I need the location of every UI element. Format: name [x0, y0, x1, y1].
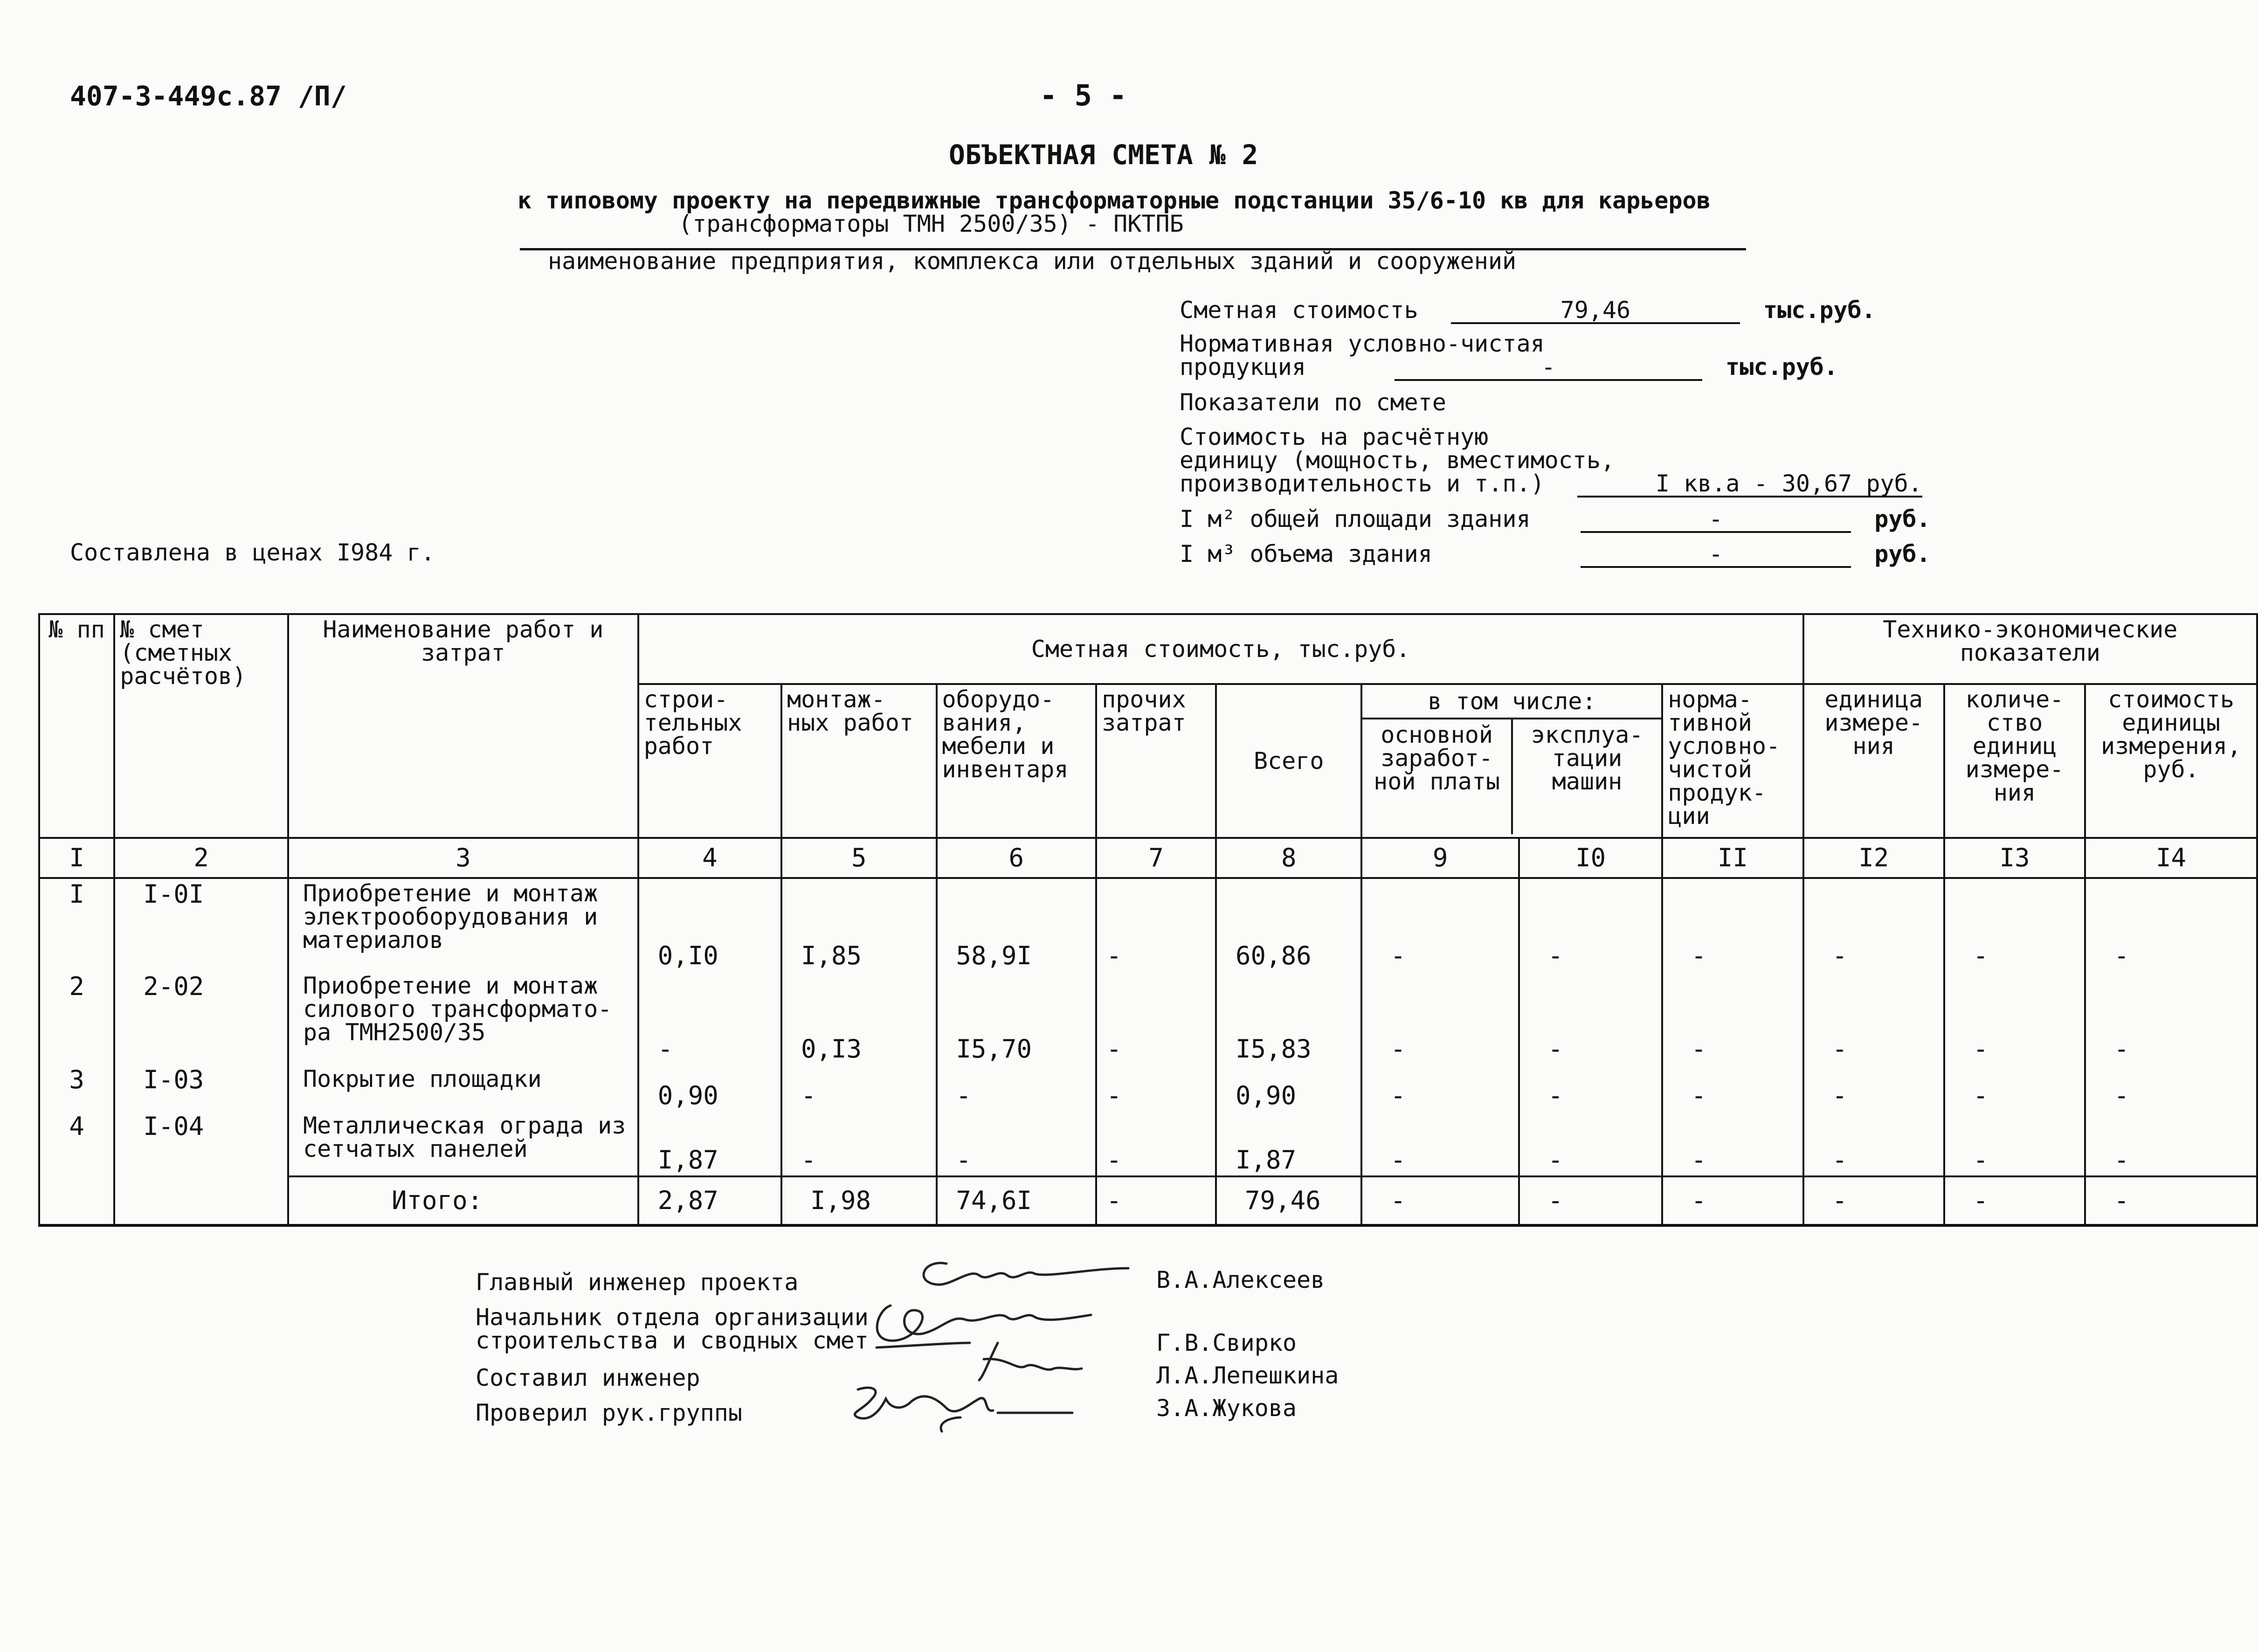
row-other: -	[1096, 878, 1216, 971]
row-construction: 0,90	[638, 1064, 781, 1111]
header-machines: эксплуа- тации машин	[1531, 721, 1643, 795]
signature-role: Проверил рук.группы	[476, 1399, 742, 1426]
table-row	[39, 1111, 2257, 1176]
signature-stroke	[877, 1343, 970, 1348]
signature-name: Г.В.Свирко	[1156, 1329, 1297, 1356]
row-equipment: -	[937, 1064, 1097, 1111]
signature-stroke	[877, 1306, 1091, 1341]
table-row	[39, 971, 2257, 1064]
row-name: Металлическая ограда из сетчатых панелей	[288, 1111, 638, 1176]
row-net-product: -	[1662, 878, 1803, 971]
subject-line-2: (трансформаторы ТМН 2500/35) - ПКТПБ	[678, 210, 1184, 237]
estimated-cost-row	[1180, 298, 1876, 324]
header-tech-group: Технико-экономические показатели	[1803, 614, 2257, 684]
row-quantity: -	[1944, 1064, 2085, 1111]
row-equipment: 58,9I	[937, 878, 1097, 971]
row-estimate: I-04	[114, 1111, 288, 1176]
row-net-product: -	[1662, 1111, 1803, 1176]
row-name: Приобретение и монтаж силового трансформато- ра ТМН2500/35	[288, 971, 638, 1064]
header-unit-cost: стоимость единицы измерения, руб.	[2085, 684, 2257, 838]
row-wages: -	[1361, 971, 1519, 1064]
row-machines: -	[1519, 1111, 1662, 1176]
signature-role: Начальник отдела организации	[476, 1304, 869, 1331]
col-number: 5	[781, 838, 937, 878]
handwritten-signatures	[830, 1250, 1156, 1445]
row-quantity: -	[1944, 1111, 2085, 1176]
header-name: Наименование работ и затрат	[288, 614, 638, 838]
signature-role: Составил инженер	[476, 1364, 700, 1391]
col-number: 2	[114, 838, 288, 878]
net-product-label-1: Нормативная условно-чистая	[1180, 330, 1545, 357]
row-total: 60,86	[1216, 878, 1361, 971]
total-equipment: 74,6I	[937, 1176, 1097, 1225]
total-quantity: -	[1944, 1176, 2085, 1225]
row-unit: -	[1803, 1064, 1944, 1111]
signature-name: В.А.Алексеев	[1156, 1266, 1325, 1293]
estimated-cost-unit: тыс.руб.	[1763, 297, 1876, 324]
total-unit: -	[1803, 1176, 1944, 1225]
row-construction: I,87	[638, 1111, 781, 1176]
row-wages: -	[1361, 878, 1519, 971]
header-net-product: норма- тивной условно- чистой продук- ции	[1662, 684, 1803, 838]
document-code: 407-3-449с.87 /П/	[70, 80, 347, 112]
header-wages: основной заработ- ной платы	[1362, 719, 1512, 834]
row-unit-cost: -	[2085, 878, 2257, 971]
total-machines: -	[1519, 1176, 1662, 1225]
header-estimate-no: № смет (сметных расчётов)	[114, 614, 288, 838]
table-row	[39, 1064, 2257, 1111]
area-label: I м² общей площади здания	[1180, 505, 1531, 532]
header-including	[1361, 684, 1662, 838]
total-total: 79,46	[1216, 1176, 1361, 1225]
header-cost-group: Сметная стоимость, тыс.руб.	[638, 614, 1803, 684]
row-num: 3	[39, 1064, 114, 1111]
row-unit-cost: -	[2085, 1064, 2257, 1111]
total-estimate-blank	[114, 1176, 288, 1225]
total-net-product: -	[1662, 1176, 1803, 1225]
row-estimate: I-03	[114, 1064, 288, 1111]
row-installation: I,85	[781, 878, 937, 971]
area-unit: руб.	[1874, 505, 1931, 532]
page-number: - 5 -	[1040, 78, 1127, 112]
net-product-value: -	[1395, 355, 1702, 381]
row-other: -	[1096, 1064, 1216, 1111]
table-row	[39, 878, 2257, 971]
col-number: 3	[288, 838, 638, 878]
estimate-table	[38, 613, 2258, 1227]
header-total: Всего	[1216, 684, 1361, 838]
total-installation: I,98	[781, 1176, 937, 1225]
row-machines: -	[1519, 971, 1662, 1064]
header-including-label: в том числе:	[1362, 685, 1661, 719]
row-total: 0,90	[1216, 1064, 1361, 1111]
estimated-cost-label: Сметная стоимость	[1180, 297, 1418, 324]
header-unit: единица измере- ния	[1803, 684, 1944, 838]
col-number: 6	[937, 838, 1097, 878]
area-row	[1180, 507, 1931, 533]
row-wages: -	[1361, 1064, 1519, 1111]
col-number: 4	[638, 838, 781, 878]
signature-stroke	[924, 1263, 1128, 1285]
row-machines: -	[1519, 1064, 1662, 1111]
unit-cost-value: I кв.а - 30,67 руб.	[1577, 472, 1922, 498]
col-number: I4	[2085, 838, 2257, 878]
col-number: I	[39, 838, 114, 878]
row-quantity: -	[1944, 878, 2085, 971]
unit-cost-label-1: Стоимость на расчётную	[1180, 423, 1489, 450]
row-total: I,87	[1216, 1111, 1361, 1176]
row-net-product: -	[1662, 971, 1803, 1064]
col-number: I2	[1803, 838, 1944, 878]
net-product-label-2: продукция	[1180, 353, 1306, 380]
total-label: Итого:	[288, 1176, 638, 1225]
row-unit-cost: -	[2085, 1111, 2257, 1176]
col-number: 7	[1096, 838, 1216, 878]
signature-stroke	[855, 1388, 1072, 1431]
signature-stroke	[979, 1343, 1082, 1380]
col-number: I0	[1519, 838, 1662, 878]
row-num: 4	[39, 1111, 114, 1176]
row-wages: -	[1361, 1111, 1519, 1176]
row-construction: 0,I0	[638, 878, 781, 971]
header-equipment: оборудо- вания, мебели и инвентаря	[937, 684, 1097, 838]
row-installation: -	[781, 1064, 937, 1111]
volume-unit: руб.	[1874, 540, 1931, 567]
row-name: Приобретение и монтаж электрооборудования и материалов	[288, 878, 638, 971]
unit-cost-row	[1180, 472, 1922, 498]
total-wages: -	[1361, 1176, 1519, 1225]
header-num: № пп	[39, 614, 114, 838]
col-number: I3	[1944, 838, 2085, 878]
volume-value: -	[1581, 542, 1851, 568]
net-product-unit: тыс.руб.	[1726, 353, 1838, 380]
row-equipment: -	[937, 1111, 1097, 1176]
document-title: ОБЪЕКТНАЯ СМЕТА № 2	[949, 139, 1258, 171]
indicators-label: Показатели по смете	[1180, 389, 1446, 416]
signature-role: Главный инженер проекта	[476, 1269, 799, 1296]
unit-cost-label-2: единицу (мощность, вместимость,	[1180, 447, 1615, 474]
row-num: 2	[39, 971, 114, 1064]
net-product-row	[1180, 355, 1838, 381]
total-construction: 2,87	[638, 1176, 781, 1225]
col-number: 9	[1361, 838, 1519, 878]
estimated-cost-value: 79,46	[1451, 298, 1740, 324]
row-total: I5,83	[1216, 971, 1361, 1064]
total-unit-cost: -	[2085, 1176, 2257, 1225]
row-estimate: I-0I	[114, 878, 288, 971]
row-installation: -	[781, 1111, 937, 1176]
area-value: -	[1581, 507, 1851, 533]
row-quantity: -	[1944, 971, 2085, 1064]
subject-caption: наименование предприятия, комплекса или отдельных зданий и сооружений	[548, 248, 1517, 275]
row-other: -	[1096, 971, 1216, 1064]
row-machines: -	[1519, 878, 1662, 971]
row-unit-cost: -	[2085, 971, 2257, 1064]
signature-name: Л.А.Лепешкина	[1156, 1362, 1339, 1389]
subject-line-1: к типовому проекту на передвижные трансформаторные подстанции 35/6-10 кв для карьеров	[518, 187, 1711, 214]
col-number: 8	[1216, 838, 1361, 878]
signature-name: З.А.Жукова	[1156, 1395, 1297, 1422]
col-number: II	[1662, 838, 1803, 878]
header-quantity: количе- ство единиц измере- ния	[1944, 684, 2085, 838]
volume-label: I м³ объема здания	[1180, 540, 1432, 567]
row-estimate: 2-02	[114, 971, 288, 1064]
row-num: I	[39, 878, 114, 971]
prices-note: Составлена в ценах I984 г.	[70, 539, 435, 566]
row-unit: -	[1803, 971, 1944, 1064]
column-numbers-row	[39, 838, 2257, 878]
row-installation: 0,I3	[781, 971, 937, 1064]
unit-cost-label-3: производительность и т.п.)	[1180, 470, 1545, 497]
row-other: -	[1096, 1111, 1216, 1176]
row-equipment: I5,70	[937, 971, 1097, 1064]
row-name: Покрытие площадки	[288, 1064, 638, 1111]
total-other: -	[1096, 1176, 1216, 1225]
row-construction: -	[638, 971, 781, 1064]
row-unit: -	[1803, 878, 1944, 971]
header-construction: строи- тельных работ	[638, 684, 781, 838]
total-row	[39, 1176, 2257, 1225]
header-other: прочих затрат	[1096, 684, 1216, 838]
row-unit: -	[1803, 1111, 1944, 1176]
header-installation: монтаж- ных работ	[781, 684, 937, 838]
total-num-blank	[39, 1176, 114, 1225]
row-net-product: -	[1662, 1064, 1803, 1111]
signature-role: строительства и сводных смет	[476, 1327, 869, 1354]
volume-row	[1180, 542, 1931, 568]
